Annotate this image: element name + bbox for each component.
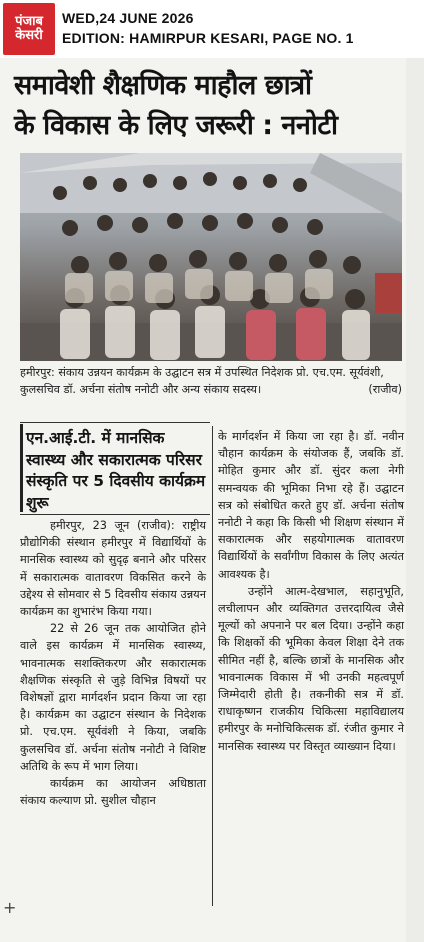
adjacent-article-edge: [406, 58, 424, 942]
article-subhead: एन.आई.टी. में मानसिक स्वास्थ्य और सकारात्मक परिसर संस्कृति पर 5 दिवसीय कार्यक्रम शुरू: [26, 429, 206, 512]
article-column-1: [20, 517, 206, 809]
article-headline: [14, 66, 406, 146]
logo-line-1: पंजाब: [15, 14, 43, 30]
caption-text: हमीरपुर: संकाय उन्नयन कार्यक्रम के उद्घाटन सत्र में उपस्थित निदेशक प्रो. एच.एम. सूर्यवंशी, कुलसचिव डॉ. अर्चना संतोष ननोटी और अन्य संकाय सदस्य।: [20, 366, 384, 396]
photo-caption: [20, 364, 402, 398]
group-photo-illustration: [20, 153, 402, 361]
newspaper-logo: [3, 3, 55, 55]
paragraph-5: उन्होंने आत्म-देखभाल, सहानुभूति, लचीलापन और व्यक्तिगत उत्तरदायित्व जैसे मूल्यों को अपनाने पर बल दिया। उन्होंने कहा कि शिक्षकों की भूमिका केवल शिक्षा देने तक सीमित नहीं है, बल्कि छात्रों के मानसिक और भावनात्मक विकास में भी उनकी महत्वपूर्ण जिम्मेदारी होती है। तकनीकी सत्र में डॉ. राधाकृष्णन राजकीय चिकित्सा महाविद्यालय हमीरपुर के मनोचिकित्सक डॉ. रंजीत कुमार ने मानसिक स्वास्थ्य पर विस्तृत व्याख्यान दिया।: [218, 584, 404, 753]
issue-date: WED,24 JUNE 2026: [62, 10, 194, 26]
masthead-bar: [0, 0, 424, 58]
headline-line-2: के विकास के लिए जरूरी : ननोटी: [14, 110, 338, 141]
column-rule-top: [20, 422, 210, 423]
column-divider: [212, 426, 213, 906]
column-rule-bottom: [20, 514, 210, 515]
article-column-2: [218, 428, 404, 755]
paragraph-1: हमीरपुर, 23 जून (राजीव): राष्ट्रीय प्रौद्योगिकी संस्थान हमीरपुर में विद्यार्थियों के मानसिक स्वास्थ्य को सुदृढ़ बनाने और परिसर में सकारात्मक वातावरण विकसित करने के उद्देश्य से सोमवार से 5 दिवसीय संकाय उन्नयन कार्यक्रम का शुभारंभ किया गया।: [20, 519, 206, 619]
edition-info: EDITION: HAMIRPUR KESARI, PAGE NO. 1: [62, 30, 354, 46]
crop-mark: +: [3, 898, 17, 917]
paragraph-3: कार्यक्रम का आयोजन अधिष्ठाता संकाय कल्याण प्रो. सुशील चौहान: [20, 777, 206, 808]
dateline: [62, 8, 354, 48]
paragraph-4: के मार्गदर्शन में किया जा रहा है। डॉ. नवीन चौहान कार्यक्रम के संयोजक हैं, जबकि डॉ. मोहित कुमार और डॉ. सुंदर कला नेगी समन्वयक की भूमिका निभा रहे हैं। उद्घाटन सत्र को संबोधित करते हुए डॉ. अर्चना संतोष ननोटी ने कहा कि किसी भी शिक्षण संस्थान में सकारात्मक और सहयोगात्मक वातावरण विद्यार्थियों के सर्वांगीण विकास के लिए अत्यंत आवश्यक है।: [218, 430, 404, 581]
logo-line-2: केसरी: [15, 28, 43, 43]
subhead-marker: [20, 424, 23, 512]
paragraph-2: 22 से 26 जून तक आयोजित होने वाले इस कार्यक्रम में मानसिक स्वास्थ्य, भावनात्मक सशक्तिकरण और सकारात्मक शैक्षणिक संस्कृति से जुड़े विभिन्न विषयों पर विशेषज्ञों द्वारा मार्गदर्शन प्रदान किया जा रहा है। कार्यक्रम का उद्घाटन संस्थान के निदेशक प्रो. एच.एम. सूर्यवंशी ने किया, जबकि कुलसचिव डॉ. अर्चना संतोष ननोटी ने विशिष्ट अतिथि के रूप में भाग लिया।: [20, 622, 206, 773]
caption-credit: (राजीव): [368, 383, 402, 396]
headline-line-1: समावेशी शैक्षणिक माहौल छात्रों: [14, 70, 312, 101]
group-photo: [20, 153, 402, 361]
